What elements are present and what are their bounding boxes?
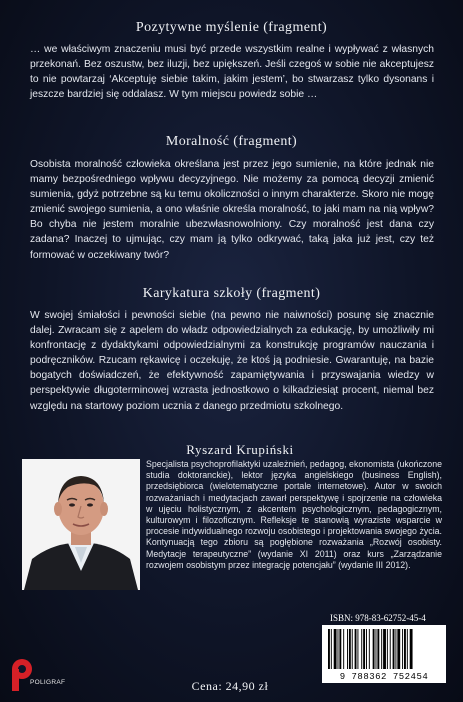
barcode-bar	[339, 629, 341, 669]
section-title-positive-thinking: Pozytywne myślenie (fragment)	[135, 20, 328, 35]
isbn-label: ISBN: 978-83-62752-45-4	[330, 613, 426, 623]
author-bio: Specjalista psychoprofilaktyki uzależnień, pedagog, ekonomista (ukończone studia doktoranckie), lektor języka angielskiego (business English), przedsiębiorca (wielotematyczne portale internetowe). Autor w swoich rozważaniach i medytacjach zawarł perspektywę i spojrzenie na człowieka w ujęciu holistycznym, z akcentem psychologicznym, pedagogicznym, kulturowym i filozoficznym. Refleksje te stanowią wyraziste wsparcie w procesie indywidualnego rozwoju osobistego i projektowania swojego życia. Kontynuacją tego zbioru są pogłębione rozważania „Rozwój osobisty. Medytacje terapeutyczne” (wydanie XI 2011) oraz kurs „Zarządzanie rozwojem osobistym przez integrację potencjału” (wydanie III 2012).	[146, 459, 442, 570]
author-name: Ryszard Krupiński	[186, 442, 294, 457]
barcode-bar	[355, 629, 357, 669]
barcode-bar	[338, 629, 339, 669]
barcode-bar	[369, 629, 370, 669]
barcode-bar	[377, 629, 379, 669]
barcode-bar	[376, 629, 377, 669]
barcode-bar	[357, 629, 358, 669]
barcode-bar	[373, 629, 375, 669]
publisher-name: POLIGRAF	[30, 679, 66, 686]
barcode-bar	[407, 629, 408, 669]
barcode-bar	[383, 629, 386, 669]
barcode-bar	[352, 629, 353, 669]
barcode-bar	[381, 629, 382, 669]
barcode-bar	[328, 629, 330, 669]
barcode-bar	[402, 629, 403, 669]
barcode-bar	[404, 629, 406, 669]
section-text-school-caricature: W swojej śmiałości i pewności siebie (na pewno nie naiwności) posunę się znacznie dalej. Zwracam się z apelem do władz odpowiedzialnych za edukację, by umożliwiły mi konfrontację z dydaktykami odpowiedzialnymi za konstrukcję programów nauczania i podręczników. Rzucam rękawicę i oczekuję, że ktoś ją podniesie. Gwarantuję, na bazie bogatych doświadczeń, że efektywność zapamiętywania i przyswajania wiedzy w perspektywie długoterminowej wzrasta jednostkowo o kilkadziesiąt procent, niemal bez względu na startowy poziom ucznia z danego przedmiotu szkolnego.	[30, 310, 434, 412]
barcode-bar	[349, 629, 351, 669]
price-label: Cena: 24,90 zł	[191, 679, 269, 693]
barcode-bar	[361, 629, 362, 669]
barcode-bar	[343, 629, 344, 669]
author-photo	[22, 459, 140, 590]
section-text-morality: Osobista moralność człowieka określana jest przez jego sumienie, na które jednak nie mamy bezpośredniego wpływu decyzyjnego. Nie możemy za pomocą decyzji zmienić sumienia, gdyż potrzebne są ku temu okoliczności o innym charakterze. Skoro nie mogę zmienić swojego sumienia, a ono właśnie określa moralność, to jaki mam na nią wpływ? Bo chyba nie jestem moralnie ubezwłasnowolniony. Czy moralność jest dana czy zadana? Inaczej to ujmując, czy mam ją tylko odkrywać, taką jaka już jest, czy też formować w oczekiwany twór?	[30, 159, 434, 261]
barcode-number: 9 788362 752454	[339, 672, 429, 682]
barcode-bar	[395, 629, 396, 669]
barcode-bar	[347, 629, 348, 669]
section-title-school-caricature: Karykatura szkoły (fragment)	[142, 286, 321, 301]
barcode	[322, 625, 446, 683]
barcode-bar	[366, 629, 367, 669]
barcode-bar	[390, 629, 391, 669]
barcode-bar	[363, 629, 365, 669]
barcode-bar	[387, 629, 388, 669]
barcode-bar	[331, 629, 332, 669]
publisher-logo	[6, 655, 70, 695]
section-text-positive-thinking: … we właściwym znaczeniu musi być przede wszystkim realne i wypływać z własnych przekonań. Bez oszustw, bez iluzji, bez upiększeń. Jeśli czegoś w sobie nie akceptujesz to nie powtarzaj ‘Akceptuję siebie takim, jakim jestem’, bo stwarzasz tylko dysonans i jeszcze bardziej się oddalasz. W tym miejscu powiedz sobie …	[30, 44, 434, 101]
barcode-bar	[334, 629, 337, 669]
barcode-bar	[410, 629, 413, 669]
barcode-bar	[393, 629, 395, 669]
section-title-morality: Moralność (fragment)	[165, 134, 298, 149]
author-portrait-illustration	[22, 459, 140, 590]
publisher-logo-icon	[6, 655, 70, 695]
barcode-bar	[397, 629, 400, 669]
